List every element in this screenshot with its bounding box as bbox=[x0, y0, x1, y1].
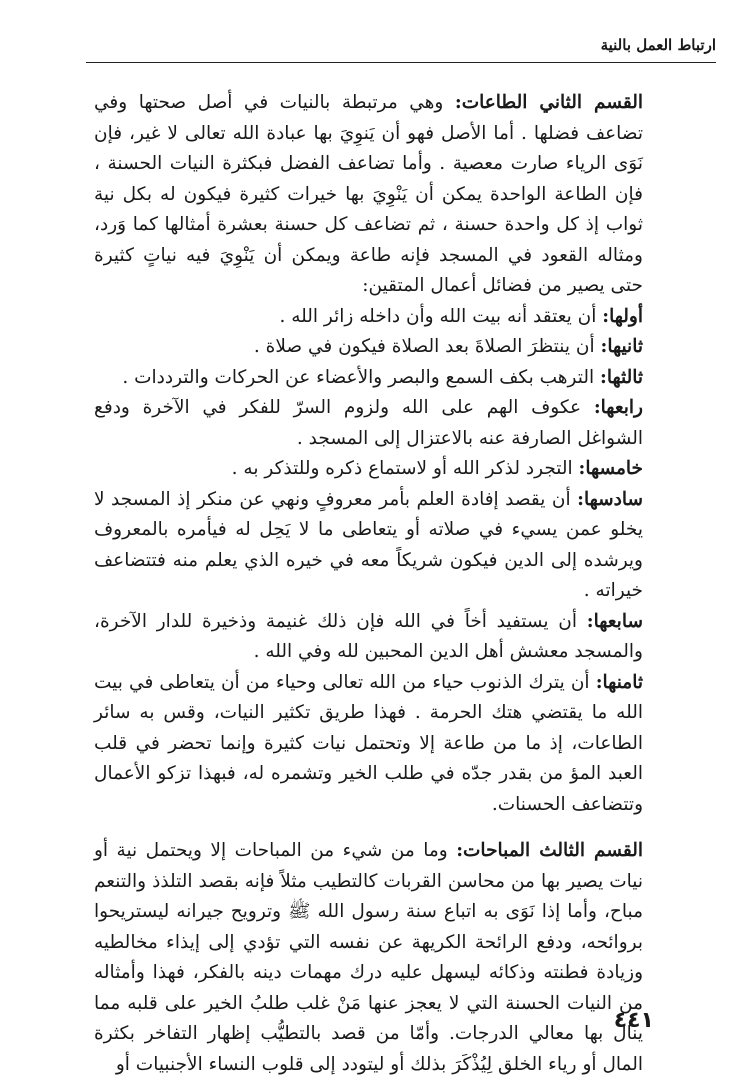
list-item-text: أن ينتظرَ الصلاةَ بعد الصلاة فيكون في صلاة . bbox=[253, 336, 595, 357]
list-item bbox=[94, 393, 643, 454]
list-item-text: أن يستفيد أخاً في الله فإن ذلك غنيمة وذخيرة للدار الآخرة، والمسجد معشش أهل الدين المحبين لله وفي الله . bbox=[94, 610, 643, 662]
list-item-label: خامسها: bbox=[578, 458, 643, 479]
list-item bbox=[94, 607, 643, 668]
list-item-label: سابعها: bbox=[586, 610, 643, 632]
section-obedience-heading: القسم الثاني الطاعات: bbox=[454, 92, 643, 113]
list-item bbox=[94, 668, 643, 821]
list-item-text: التجرد لذكر الله أو لاستماع ذكره وللتذكر به . bbox=[231, 458, 573, 479]
page-number: ٤٤١ bbox=[613, 1008, 654, 1033]
list-item-label: سادسها: bbox=[577, 488, 643, 510]
section-permissible-text: وما من شيء من المباحات إلا ويحتمل نية أو نيات يصير بها من محاسن القربات كالتطيب مثلاً فإنه بقصد التلذذ والتنعم مباح، وأما إذا نَوَى به اتباع سنة رسول الله ﷺ وترويح جيرانه ليستريحوا بروائحه، ودفع الرائحة الكريهة عن نفسه التي تؤدي إلى إيذاء مخالطيه وزيادة فطنته وذكائه ليسهل عليه درك مهمات دينه بالفكر، فهذا وأمثاله من النيات الحسنة التي لا يعجز عنها مَنْ غلب طلبُ الخير على قلبه مما ينال بها معالي الدرجات. وأمّا من قصد بالتطيُّب إظهار التفاخر بكثرة المال أو رياء الخلق لِيُذْكَرَ بذلك أو ليتودد إلى قلوب النساء الأجنبيات أو bbox=[94, 840, 643, 1075]
header-rule bbox=[86, 62, 716, 63]
running-header: ارتباط العمل بالنية bbox=[600, 36, 716, 54]
list-item-text: عكوف الهم على الله ولزوم السرّ للفكر في الآخرة ودفع الشواغل الصارفة عنه بالاعتزال إلى المسجد . bbox=[94, 397, 643, 449]
list-item-label: ثالثها: bbox=[600, 366, 643, 388]
list-item-text: أن يترك الذنوب حياء من الله تعالى وحياء من أن يتعاطى في بيت الله ما يقتضي هتك الحرمة . فهذا طريق تكثير النيات، وقس به سائر الطاعات، إذ ما من طاعة إلا وتحتمل نيات كثيرة وإنما تحضر في قلب العبد المؤ من بقدر جدّه في طلب الخير وتشمره له، فبهذا تزكو الأعمال وتتضاعف الحسنات. bbox=[94, 671, 643, 815]
section-obedience bbox=[94, 88, 643, 820]
list-item-label: ثامنها: bbox=[595, 671, 643, 693]
section-permissible bbox=[94, 836, 643, 1080]
section-obedience-intro bbox=[94, 88, 643, 302]
list-item bbox=[94, 454, 643, 485]
list-item bbox=[94, 332, 643, 363]
list-item-label: ثانيها: bbox=[600, 336, 643, 357]
section-permissible-heading: القسم الثالث المباحات: bbox=[456, 840, 643, 861]
list-item-text: الترهب بكف السمع والبصر والأعضاء عن الحركات والترددات . bbox=[122, 366, 595, 388]
section-permissible-paragraph bbox=[94, 836, 643, 1080]
list-item-label: أولها: bbox=[602, 305, 643, 327]
body-text bbox=[94, 88, 643, 1080]
list-item-text: أن يقصد إفادة العلم بأمر معروفٍ ونهي عن منكر إذ المسجد لا يخلو عمن يسيء في صلاته أو يتعاطى ما لا يَحِل له فيأمره بالمعروف ويرشده إلى الدين فيكون شريكاً معه في خيره الذي يعلم منه فتتضاعف خيراته . bbox=[94, 488, 643, 601]
list-item bbox=[94, 485, 643, 607]
list-item bbox=[94, 302, 643, 333]
list-item bbox=[94, 363, 643, 394]
list-item-label: رابعها: bbox=[593, 397, 643, 418]
section-obedience-text: وهي مرتبطة بالنيات في أصل صحتها وفي تضاعف فضلها . أما الأصل فهو أن يَنوِيَ بها عبادة الله تعالى لا غير، فإن نَوَى الرياء صارت معصية . وأما تضاعف الفضل فبكثرة النيات الحسنة ، فإن الطاعة الواحدة يمكن أن يَنْوِيَ بها خيرات كثيرة فيكون له بكل نية ثواب إذ كل واحدة حسنة ، ثم تضاعف كل حسنة بعشرة أمثالها كما وَرد، ومثاله القعود في المسجد فإنه طاعة ويمكن أن يَنْوِيَ فيه نياتٍ كثيرة حتى يصير من فضائل أعمال المتقين: bbox=[94, 92, 643, 296]
list-item-text: أن يعتقد أنه بيت الله وأن داخله زائر الله . bbox=[279, 305, 597, 327]
